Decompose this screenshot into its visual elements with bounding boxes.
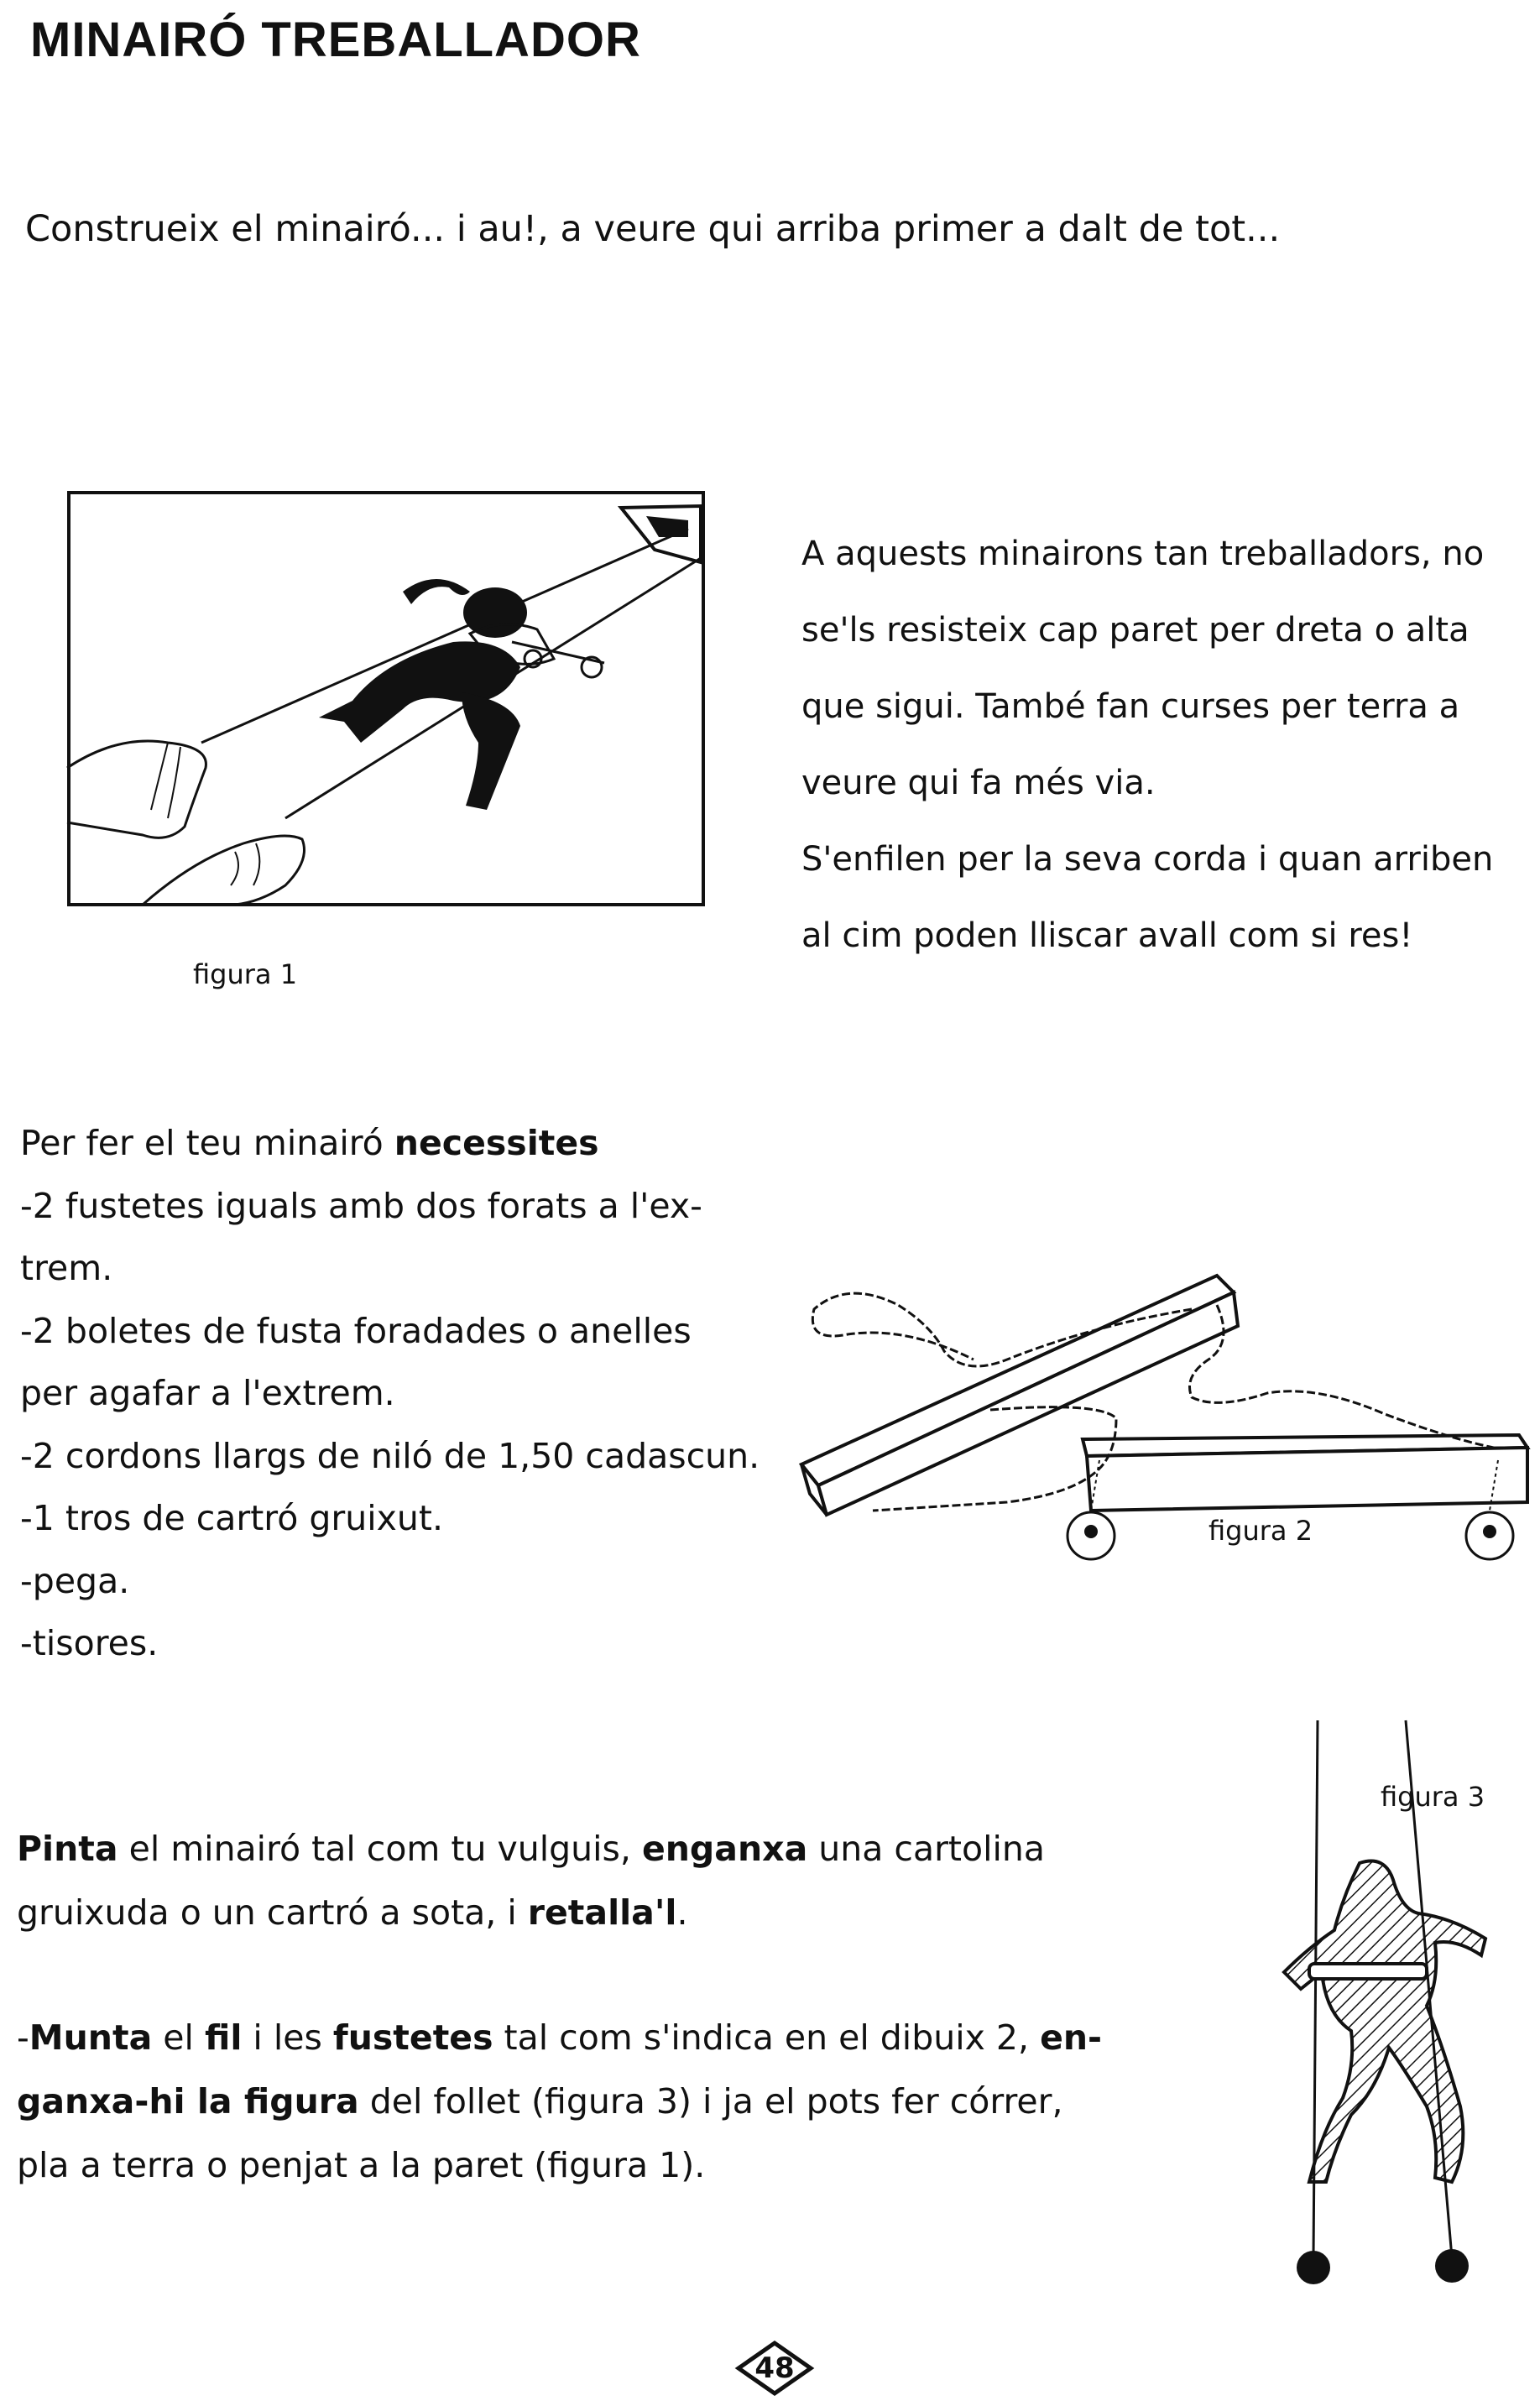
materials-line: -1 tros de cartró gruixut. — [20, 1498, 443, 1538]
materials-intro — [20, 1112, 759, 1175]
instr-bold: en- — [1040, 2017, 1103, 2058]
description-line: S'enfilen per la seva corda i quan arriben — [801, 840, 1494, 879]
instructions-line — [17, 2006, 1133, 2069]
instr-bold: retalla'l — [527, 1892, 677, 1933]
instructions-paragraph-1 — [17, 1817, 1133, 1944]
figure-1-illustration — [67, 491, 705, 906]
instr-bold: Pinta — [17, 1829, 118, 1869]
intro-text: Construeix el minairó... i au!, a veure qui arriba primer a dalt de tot... — [25, 208, 1281, 250]
instr-text: gruixuda o un cartró a sota, i — [17, 1892, 528, 1933]
instr-bold: fustetes — [332, 2017, 493, 2058]
instr-text: el minairó tal com tu vulguis, — [117, 1829, 642, 1869]
materials-intro-bold: necessites — [394, 1123, 599, 1163]
figure-2-illustration — [797, 1259, 1536, 1578]
instructions-line: pla a terra o penjat a la paret (figura 1). — [17, 2145, 706, 2185]
materials-line: per agafar a l'extrem. — [20, 1373, 395, 1413]
instr-text: . — [676, 1892, 688, 1933]
instr-bold: enganxa — [641, 1829, 808, 1869]
materials-line: -tisores. — [20, 1623, 159, 1663]
description-line: al cim poden lliscar avall com si res! — [801, 916, 1413, 955]
instructions-line — [17, 1817, 1133, 1881]
materials-intro-text: Per fer el teu minairó — [20, 1123, 394, 1163]
instr-bold: ganxa-hi la figura — [17, 2081, 359, 2122]
instr-text: una cartolina — [807, 1829, 1045, 1869]
figure-3-caption: figura 3 — [1381, 1781, 1485, 1813]
instr-bold: Munta — [29, 2017, 153, 2058]
instr-bold: fil — [204, 2017, 243, 2058]
figure-1-caption: figura 1 — [193, 958, 298, 990]
materials-line: -2 cordons llargs de niló de 1,50 cadascun. — [20, 1435, 760, 1476]
instructions-line — [17, 2069, 1133, 2133]
materials-line: trem. — [20, 1248, 113, 1288]
instr-text: el — [152, 2017, 205, 2058]
materials-list — [20, 1112, 759, 1675]
description-line: veure qui fa més via. — [801, 764, 1156, 802]
description-line: A aquests minairons tan treballadors, no — [801, 535, 1485, 573]
instructions-line — [17, 1881, 1133, 1944]
page-number: 48 — [754, 2351, 795, 2385]
instr-text: - — [17, 2017, 29, 2058]
page-title: MINAIRÓ TREBALLADOR — [30, 13, 641, 67]
description-line: se'ls resisteix cap paret per dreta o alta — [801, 611, 1470, 650]
instr-text: tal com s'indica en el dibuix 2, — [493, 2017, 1041, 2058]
description-line: que sigui. També fan curses per terra a — [801, 687, 1460, 726]
figure-2-caption: figura 2 — [1209, 1515, 1313, 1547]
description-block — [801, 516, 1523, 974]
instr-text: del follet (figura 3) i ja el pots fer córrer, — [358, 2081, 1063, 2122]
materials-line: -2 boletes de fusta foradades o anelles — [20, 1310, 692, 1351]
instructions-paragraph-2 — [17, 2006, 1133, 2197]
materials-line: -2 fustetes iguals amb dos forats a l'ex- — [20, 1185, 702, 1226]
instr-text: i les — [242, 2017, 333, 2058]
materials-line: -pega. — [20, 1560, 130, 1601]
